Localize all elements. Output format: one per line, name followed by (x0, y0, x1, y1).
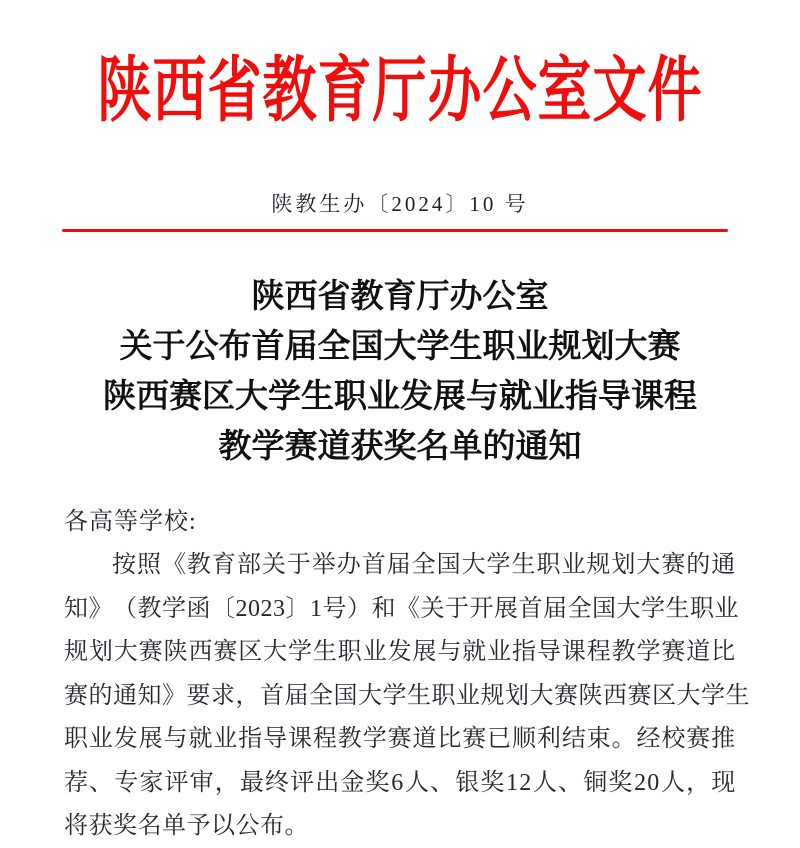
paragraph-line: 赛 的 通 知 》 要 求 ， 首 届 全 国 大 学 生 职 业 规 划 大 赛 陕 西 赛 区 大 学 生 (64, 682, 750, 709)
document-title-line: 教学赛道获奖名单的通知 (218, 429, 582, 465)
paragraph-line: 规 划 大 赛 陕 西 赛 区 大 学 生 职 业 发 展 与 就 业 指 导 课 程 教 学 赛 道 比 (64, 639, 736, 665)
salutation: 各高等学校: (64, 509, 197, 535)
red-divider-rule (62, 229, 728, 232)
paragraph-line: 知 》 （ 教 学 函 〔 2 0 2 3 〕 1 号 ） 和 《 关 于 开 展 首 届 全 国 大 学 生 职 业 (64, 595, 739, 622)
letterhead-org-title: 陕西省教育厅办公室文件 (97, 51, 703, 131)
paragraph-line: 将获奖名单予以公布。 (64, 813, 309, 839)
document-title-line: 关于公布首届全国大学生职业规划大赛 (119, 329, 681, 365)
paragraph-line: 荐 、 专 家 评 审 ， 最 终 评 出 金 奖 6 人 、 银 奖 1 2 人 、 铜 奖 2 0 人 ， 现 (64, 769, 736, 796)
paragraph-line: 按 照 《 教 育 部 关 于 举 办 首 届 全 国 大 学 生 职 业 规 划 大 赛 的 通 (112, 552, 736, 578)
document-title-line: 陕西省教育厅办公室 (251, 279, 549, 315)
document-title (0, 272, 800, 472)
document-title-line: 陕西赛区大学生职业发展与就业指导课程 (103, 379, 697, 415)
document-body (64, 500, 750, 848)
paragraph-line: 职 业 发 展 与 就 业 指 导 课 程 教 学 赛 道 比 赛 已 顺 利 结 束 。 经 校 赛 推 (64, 726, 736, 752)
document-reference-number: 陕教生办〔2024〕10 号 (271, 192, 529, 216)
